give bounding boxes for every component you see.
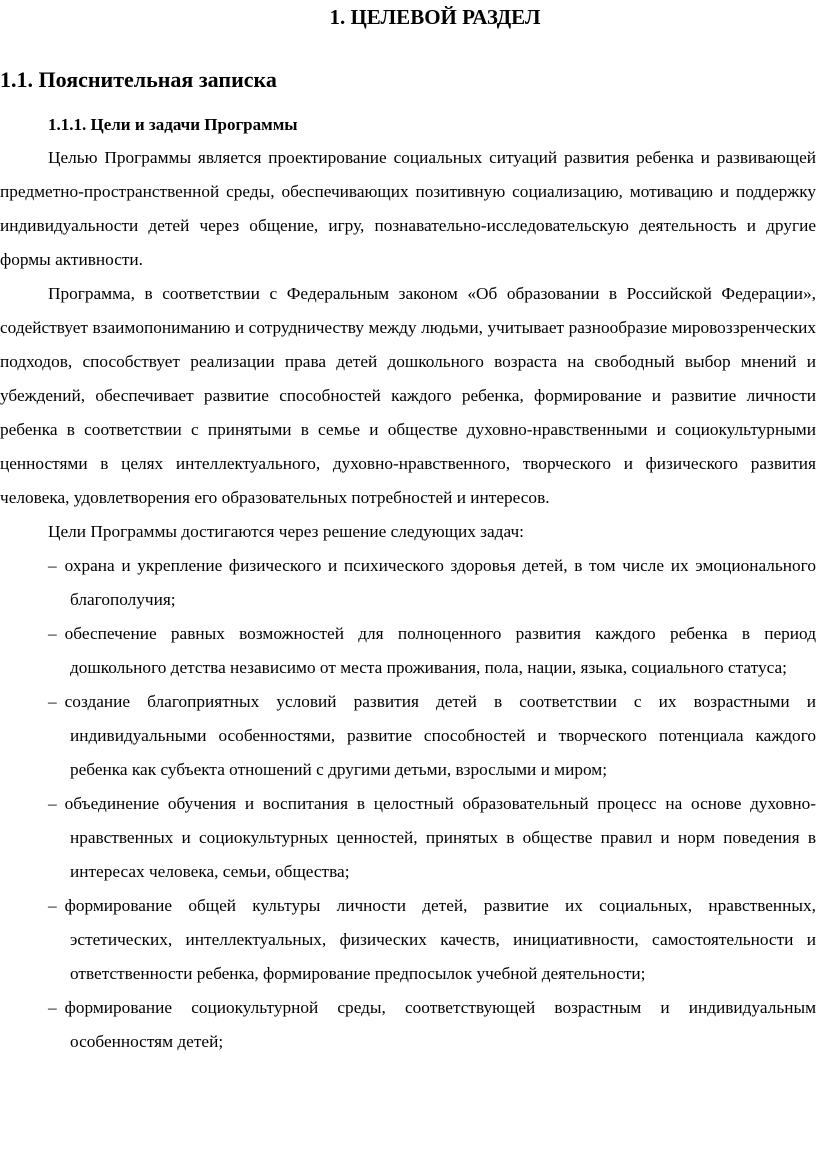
list-item-text: формирование общей культуры личности детей, развитие их социальных, нравственных, эстетических, интеллектуальных, физических качеств, инициативности, самостоятельности и ответственности ребенка, формирование предпосылок учебной деятельности;: [64, 896, 816, 983]
list-marker: –: [48, 896, 57, 915]
list-item-text: обеспечение равных возможностей для полноценного развития каждого ребенка в период дошкольного детства независимо от места проживания, пола, нации, языка, социального статуса;: [64, 624, 816, 677]
list-marker: –: [48, 998, 57, 1017]
list-item: [0, 889, 816, 991]
list-item: [0, 549, 816, 617]
list-item: [0, 685, 816, 787]
list-marker: –: [48, 624, 57, 643]
list-marker: –: [48, 794, 57, 813]
list-item-text: охрана и укрепление физического и психического здоровья детей, в том числе их эмоционального благополучия;: [64, 556, 816, 609]
list-marker: –: [48, 692, 57, 711]
subsubsection-title: 1.1.1. Цели и задачи Программы: [48, 115, 298, 134]
tasks-intro-paragraph: Цели Программы достигаются через решение следующих задач:: [48, 522, 524, 541]
subsection-title: 1.1. Пояснительная записка: [0, 67, 277, 92]
list-item-text: объединение обучения и воспитания в целостный образовательный процесс на основе духовно-нравственных и социокультурных ценностей, принятых в обществе правил и норм поведения в интересах человека, семьи, общества;: [64, 794, 816, 881]
document-body: [0, 141, 816, 1059]
law-paragraph: Программа, в соответствии с Федеральным законом «Об образовании в Российской Федерации», содействует взаимопониманию и сотрудничеству между людьми, учитывает разнообразие мировоззренческих подходов, способствует реализации права детей дошкольного возраста на свободный выбор мнений и убеждений, обеспечивает развитие способностей каждого ребенка, формирование и развитие личности ребенка в соответствии с принятыми в семье и обществе духовно-нравственными и социокультурными ценностями в целях интеллектуального, духовно-нравственного, творческого и физического развития человека, удовлетворения его образовательных потребностей и интересов.: [0, 284, 816, 507]
list-item-text: создание благоприятных условий развития детей в соответствии с их возрастными и индивидуальными особенностями, развитие способностей и творческого потенциала каждого ребенка как субъекта отношений с другими детьми, взрослыми и миром;: [64, 692, 816, 779]
list-item-text: формирование социокультурной среды, соответствующей возрастным и индивидуальным особенностям детей;: [64, 998, 816, 1051]
list-item: [0, 991, 816, 1059]
list-marker: –: [48, 556, 57, 575]
tasks-list: [0, 549, 816, 1059]
list-item: [0, 787, 816, 889]
goal-paragraph: Целью Программы является проектирование социальных ситуаций развития ребенка и развивающей предметно-пространственной среды, обеспечивающих позитивную социализацию, мотивацию и поддержку индивидуальности детей через общение, игру, познавательно-исследовательскую деятельность и другие формы активности.: [0, 148, 816, 269]
section-title: 1. ЦЕЛЕВОЙ РАЗДЕЛ: [329, 5, 541, 29]
list-item: [0, 617, 816, 685]
